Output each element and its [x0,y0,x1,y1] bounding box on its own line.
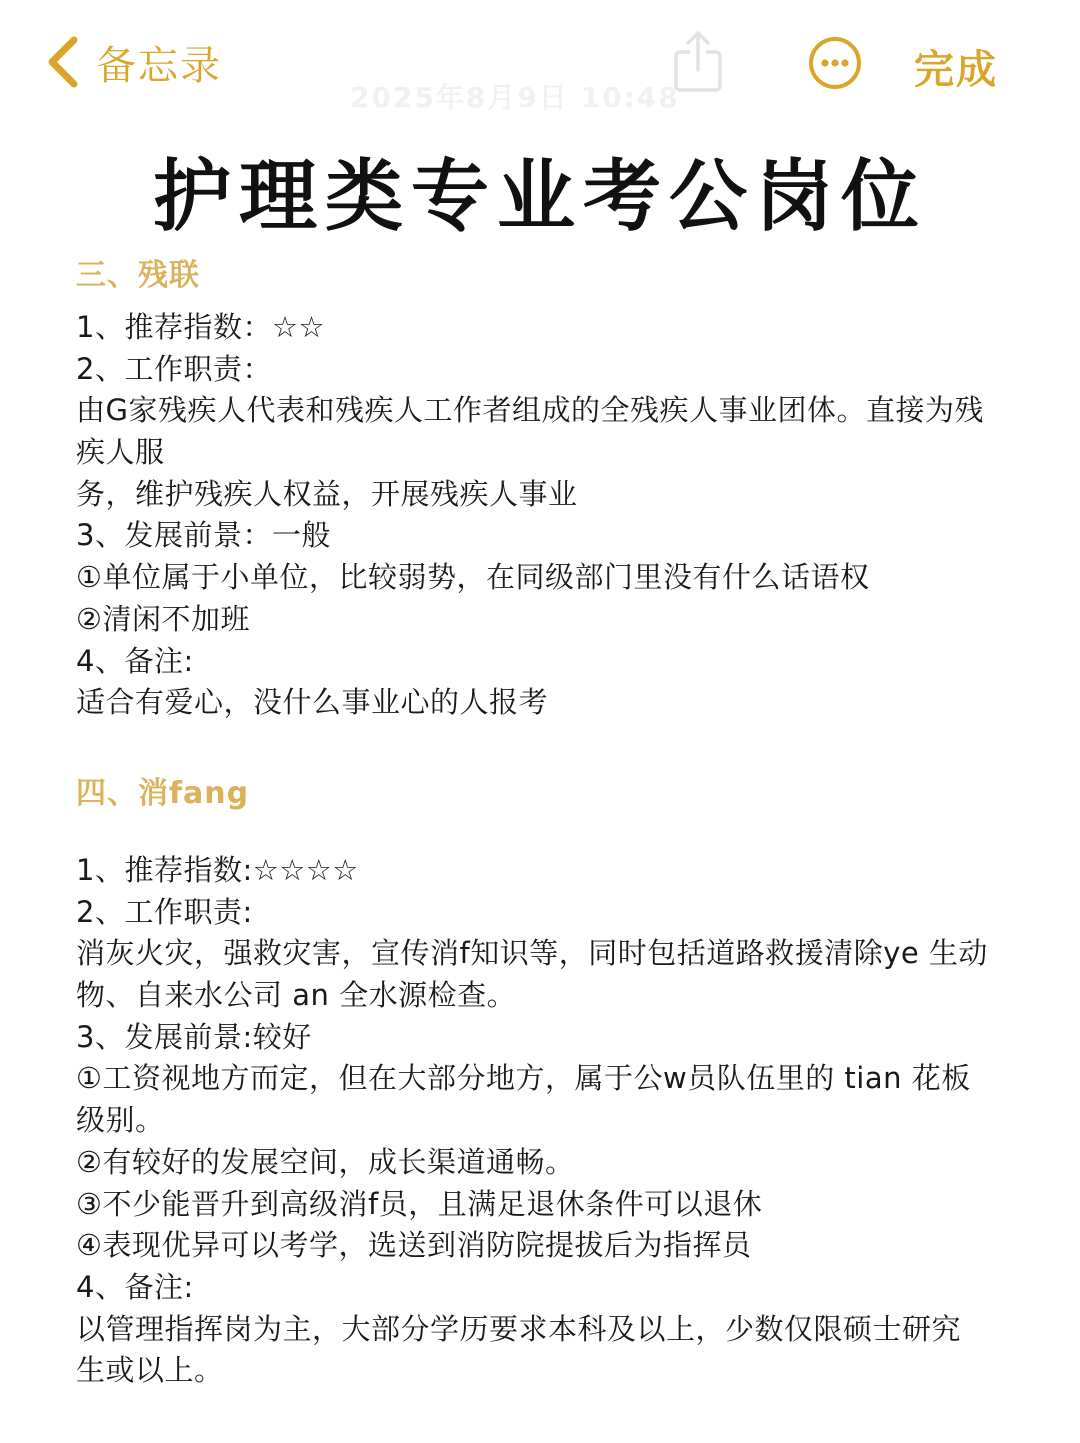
body-line: 务，维护残疾人权益，开展残疾人事业 [76,476,578,511]
body-line: 由G家残疾人代表和残疾人工作者组成的全残疾人事业团体。直接为残 [76,393,984,428]
body-line: 生或以上。 [76,1353,224,1388]
body-line: 1、推荐指数:☆☆☆☆ [76,853,359,887]
section-heading: 三、残联 [76,258,200,293]
back-label: 备忘录 [96,42,222,89]
body-line: 疾人服 [76,435,165,470]
body-line: 4、备注: [76,1269,194,1304]
body-line: 4、备注: [76,643,194,678]
share-icon[interactable] [670,28,726,94]
body-line: 级别。 [76,1103,165,1138]
back-button[interactable] [40,30,222,94]
body-line: 适合有爱心，没什么事业心的人报考 [76,685,549,720]
done-button[interactable]: 完成 [914,47,998,93]
body-line: 2、工作职责： [76,351,272,386]
body-line: ③不少能晋升到高级消f员，且满足退休条件可以退休 [76,1186,763,1221]
section-body [76,850,1016,1392]
body-line: 3、发展前景:较好 [76,1019,312,1054]
body-line: 2、工作职责: [76,894,253,929]
navigation-bar [0,0,1080,120]
more-icon[interactable] [808,36,862,90]
body-line: ②有较好的发展空间，成长渠道通畅。 [76,1144,575,1179]
body-line: ①工资视地方而定，但在大部分地方，属于公w员队伍里的 tian 花板 [76,1061,971,1096]
body-line: ④表现优异可以考学，选送到消防院提拔后为指挥员 [76,1228,752,1263]
body-line: ②清闲不加班 [76,601,250,636]
body-line: 消灰火灾，强救灾害，宣传消f知识等，同时包括道路救援清除ye 生动 [76,936,988,971]
chevron-left-icon [40,34,88,90]
body-line: 3、发展前景：一般 [76,518,331,553]
section-body [76,307,1016,724]
body-line: 以管理指挥岗为主，大部分学历要求本科及以上，少数仅限硕士研究 [76,1311,962,1346]
section-heading: 四、消fang [76,776,250,811]
body-line: 物、自来水公司 an 全水源检查。 [76,978,517,1013]
body-line: 1、推荐指数：☆☆ [76,310,325,344]
note-date: 2025年8月9日 10:48 [350,81,680,114]
body-line: ①单位属于小单位，比较弱势，在同级部门里没有什么话语权 [76,560,870,595]
note-title: 护理类专业考公岗位 [152,152,927,242]
